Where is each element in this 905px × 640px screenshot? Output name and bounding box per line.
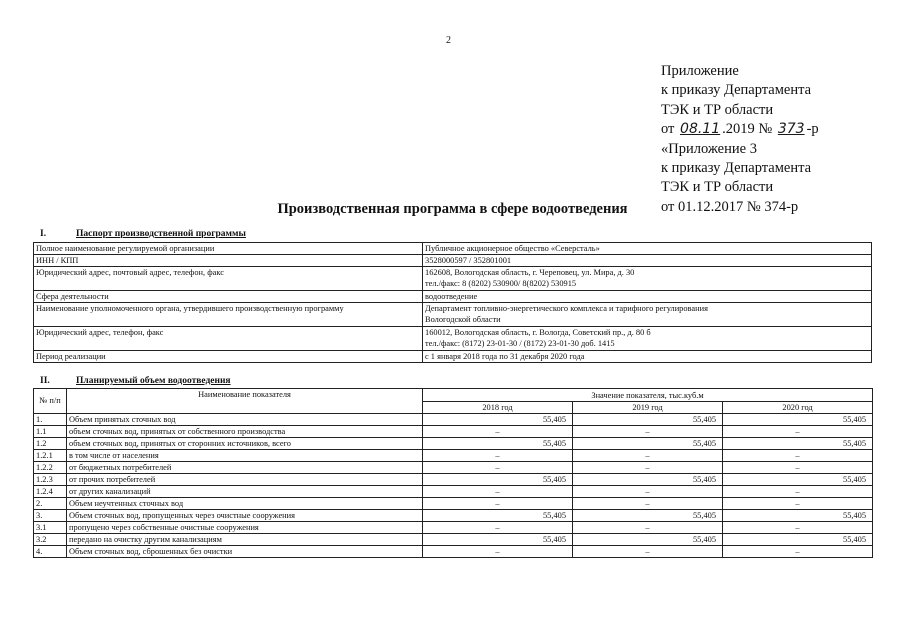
indicator-value: – bbox=[423, 498, 573, 510]
passport-label: Полное наименование регулируемой организации bbox=[34, 243, 423, 255]
row-number: 1.2.4 bbox=[34, 486, 67, 498]
volume-row bbox=[34, 462, 873, 474]
order-number-suffix: -р bbox=[806, 121, 819, 138]
passport-label: ИНН / КПП bbox=[34, 255, 423, 267]
volume-row bbox=[34, 534, 873, 546]
passport-value-line: с 1 января 2018 года по 31 декабря 2020 года bbox=[425, 352, 585, 361]
passport-table bbox=[33, 242, 872, 363]
indicator-value: 55,405 bbox=[423, 474, 573, 486]
row-number: 4. bbox=[34, 546, 67, 558]
section-heading bbox=[40, 229, 246, 239]
volume-row bbox=[34, 414, 873, 426]
indicator-value: 55,405 bbox=[573, 474, 723, 486]
volume-row bbox=[34, 426, 873, 438]
section-number: II. bbox=[40, 376, 50, 386]
indicator-name: Объем принятых сточных вод bbox=[67, 414, 423, 426]
row-number: 1.2.3 bbox=[34, 474, 67, 486]
indicator-value: 55,405 bbox=[423, 438, 573, 450]
section-number: I. bbox=[40, 229, 47, 239]
passport-row bbox=[34, 327, 872, 351]
volume-table bbox=[33, 388, 873, 558]
row-number: 1.2.1 bbox=[34, 450, 67, 462]
passport-value bbox=[423, 327, 872, 351]
section-title: Планируемый объем водоотведения bbox=[76, 376, 231, 386]
column-header-value: Значение показателя, тыс.куб.м bbox=[423, 389, 873, 402]
indicator-name: пропущено через собственные очистные сооружения bbox=[67, 522, 423, 534]
passport-label: Сфера деятельности bbox=[34, 291, 423, 303]
indicator-value: – bbox=[723, 486, 873, 498]
indicator-value: 55,405 bbox=[573, 414, 723, 426]
row-number: 1.2.2 bbox=[34, 462, 67, 474]
column-header-name: Наименование показателя bbox=[67, 389, 423, 414]
passport-value-line: Вологодской области bbox=[425, 315, 501, 324]
row-number: 3.1 bbox=[34, 522, 67, 534]
indicator-value: 55,405 bbox=[723, 474, 873, 486]
section-title: Паспорт производственной программы bbox=[76, 229, 246, 239]
header-line: от 01.12.2017 № 374-р bbox=[661, 198, 799, 215]
indicator-value: – bbox=[573, 426, 723, 438]
passport-row bbox=[34, 351, 872, 363]
passport-label: Наименование уполномоченного органа, утвердившего производственную программу bbox=[34, 303, 423, 327]
indicator-value: – bbox=[723, 522, 873, 534]
volume-row bbox=[34, 510, 873, 522]
indicator-value: – bbox=[573, 486, 723, 498]
column-header-number: № п/п bbox=[34, 389, 67, 414]
row-number: 1.1 bbox=[34, 426, 67, 438]
indicator-name: в том числе от населения bbox=[67, 450, 423, 462]
passport-row bbox=[34, 291, 872, 303]
passport-value-line: тел./факс: 8 (8202) 530900/ 8(8202) 530915 bbox=[425, 279, 577, 288]
passport-value-line: 160012, Вологодская область, г. Вологда, Советский пр., д. 80 б bbox=[425, 328, 651, 337]
indicator-value: 55,405 bbox=[423, 534, 573, 546]
passport-value bbox=[423, 243, 872, 255]
passport-row bbox=[34, 243, 872, 255]
indicator-name: от других канализаций bbox=[67, 486, 423, 498]
indicator-value: 55,405 bbox=[423, 510, 573, 522]
indicator-value: 55,405 bbox=[573, 534, 723, 546]
volume-row bbox=[34, 522, 873, 534]
row-number: 3.2 bbox=[34, 534, 67, 546]
indicator-value: – bbox=[573, 498, 723, 510]
page-number: 2 bbox=[446, 35, 451, 46]
volume-row bbox=[34, 438, 873, 450]
column-header-year: 2019 год bbox=[573, 402, 723, 414]
indicator-value: – bbox=[423, 486, 573, 498]
passport-value-line: Публичное акционерное общество «Северсталь» bbox=[425, 244, 600, 253]
row-number: 2. bbox=[34, 498, 67, 510]
indicator-name: объем сточных вод, принятых от сторонних источников, всего bbox=[67, 438, 423, 450]
column-header-year: 2020 год bbox=[723, 402, 873, 414]
indicator-name: Объем неучтенных сточных вод bbox=[67, 498, 423, 510]
volume-row bbox=[34, 474, 873, 486]
indicator-value: – bbox=[723, 426, 873, 438]
passport-row bbox=[34, 255, 872, 267]
indicator-name: Объем сточных вод, пропущенных через очистные сооружения bbox=[67, 510, 423, 522]
indicator-value: 55,405 bbox=[723, 438, 873, 450]
volume-row bbox=[34, 486, 873, 498]
passport-value-line: тел./факс: (8172) 23-01-30 / (8172) 23-01-30 доб. 1415 bbox=[425, 339, 615, 348]
indicator-value: 55,405 bbox=[573, 438, 723, 450]
indicator-value: 55,405 bbox=[423, 414, 573, 426]
passport-value bbox=[423, 291, 872, 303]
volume-row bbox=[34, 546, 873, 558]
approval-header bbox=[661, 62, 819, 217]
column-header-year: 2018 год bbox=[423, 402, 573, 414]
header-line: «Приложение 3 bbox=[661, 140, 757, 157]
passport-label: Период реализации bbox=[34, 351, 423, 363]
indicator-value: – bbox=[573, 450, 723, 462]
indicator-value: – bbox=[723, 498, 873, 510]
indicator-value: – bbox=[573, 522, 723, 534]
header-line: ТЭК и ТР области bbox=[661, 101, 774, 118]
indicator-value: – bbox=[723, 450, 873, 462]
passport-value-line: водоотведение bbox=[425, 292, 478, 301]
passport-value-line: Департамент топливно-энергетического комплекса и тарифного регулирования bbox=[425, 304, 708, 313]
passport-row bbox=[34, 303, 872, 327]
volume-row bbox=[34, 498, 873, 510]
indicator-value: – bbox=[423, 522, 573, 534]
volume-row bbox=[34, 450, 873, 462]
indicator-value: – bbox=[423, 546, 573, 558]
indicator-name: передано на очистку другим канализациям bbox=[67, 534, 423, 546]
indicator-value: 55,405 bbox=[723, 534, 873, 546]
order-date-year: .2019 № bbox=[722, 121, 773, 138]
indicator-name: Объем сточных вод, сброшенных без очистки bbox=[67, 546, 423, 558]
indicator-value: – bbox=[423, 426, 573, 438]
indicator-value: – bbox=[423, 462, 573, 474]
order-date-prefix: от bbox=[661, 121, 675, 138]
indicator-value: – bbox=[573, 546, 723, 558]
section-heading bbox=[40, 376, 231, 386]
indicator-name: от бюджетных потребителей bbox=[67, 462, 423, 474]
order-date-line bbox=[661, 120, 819, 139]
row-number: 1.2 bbox=[34, 438, 67, 450]
indicator-value: 55,405 bbox=[723, 510, 873, 522]
indicator-value: – bbox=[723, 546, 873, 558]
indicator-value: – bbox=[723, 462, 873, 474]
document-title: Производственная программа в сфере водоотведения bbox=[277, 201, 628, 217]
header-line: ТЭК и ТР области bbox=[661, 179, 774, 196]
header-line: к приказу Департамента bbox=[661, 82, 812, 99]
passport-row bbox=[34, 267, 872, 291]
passport-value-line: 3528000597 / 352801001 bbox=[425, 256, 512, 265]
passport-label: Юридический адрес, почтовый адрес, телефон, факс bbox=[34, 267, 423, 291]
row-number: 1. bbox=[34, 414, 67, 426]
passport-label: Юридический адрес, телефон, факс bbox=[34, 327, 423, 351]
indicator-value: – bbox=[423, 450, 573, 462]
passport-value bbox=[423, 303, 872, 327]
passport-value bbox=[423, 267, 872, 291]
indicator-name: объем сточных вод, принятых от собственного производства bbox=[67, 426, 423, 438]
handwritten-date: 08.11 bbox=[680, 121, 721, 138]
passport-value bbox=[423, 255, 872, 267]
indicator-value: 55,405 bbox=[573, 510, 723, 522]
passport-value-line: 162608, Вологодская область, г. Череповец, ул. Мира, д. 30 bbox=[425, 268, 635, 277]
passport-value bbox=[423, 351, 872, 363]
indicator-name: от прочих потребителей bbox=[67, 474, 423, 486]
indicator-value: 55,405 bbox=[723, 414, 873, 426]
indicator-value: – bbox=[573, 462, 723, 474]
row-number: 3. bbox=[34, 510, 67, 522]
header-line: Приложение bbox=[661, 63, 739, 79]
header-line: к приказу Департамента bbox=[661, 160, 812, 177]
handwritten-order-number: 373 bbox=[777, 121, 805, 138]
